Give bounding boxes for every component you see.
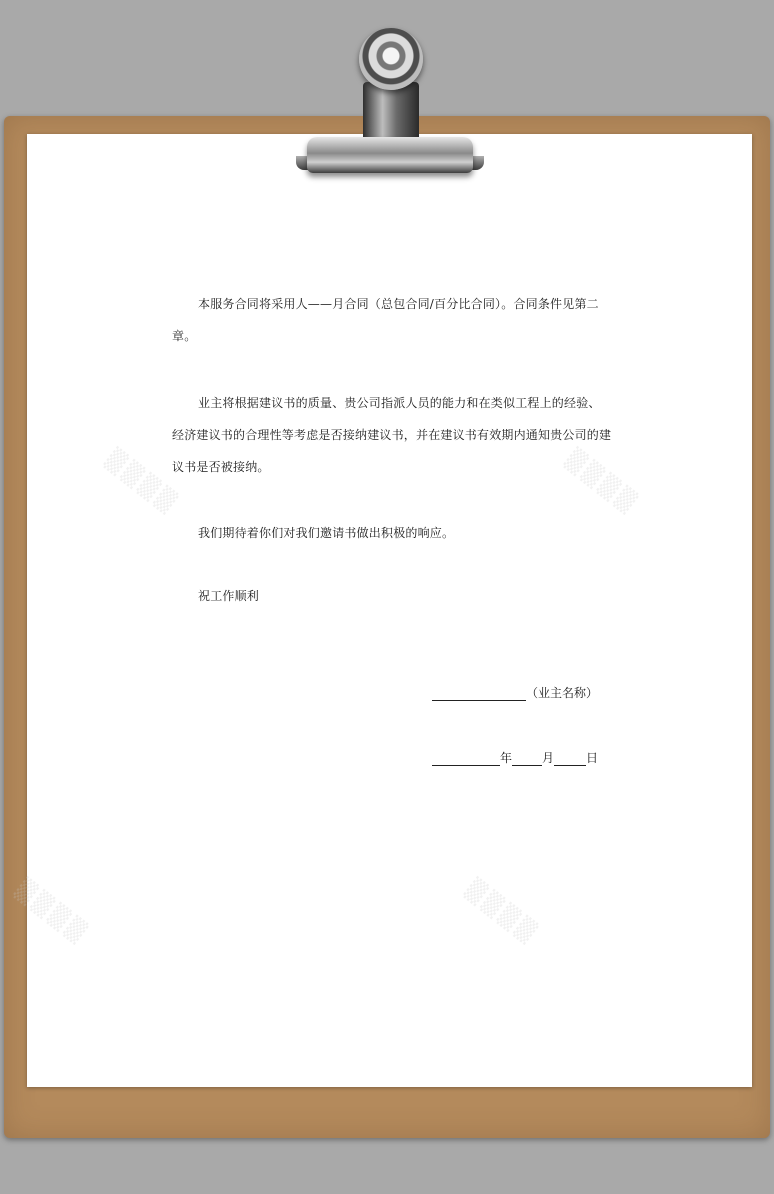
- day-label: 日: [586, 751, 599, 765]
- binder-clip-ring: [359, 28, 423, 90]
- year-blank: [432, 751, 500, 766]
- month-blank: [512, 751, 542, 766]
- paragraph-evaluation: 业主将根据建议书的质量、贵公司指派人员的能力和在类似工程上的经验、经济建议书的合理性等考虑是否接纳建议书，并在建议书有效期内通知贵公司的建议书是否被接纳。: [172, 396, 612, 474]
- owner-signature-line: [432, 684, 598, 701]
- month-label: 月: [542, 751, 555, 765]
- watermark-mark: ▒▒▒▒: [461, 876, 543, 949]
- paragraph-closing: 祝工作顺利: [198, 589, 260, 603]
- date-line: [432, 749, 598, 766]
- watermark-mark: ▒▒▒▒: [101, 446, 183, 519]
- binder-clip: [307, 137, 473, 173]
- watermark-mark: ▒▒▒▒: [11, 876, 93, 949]
- paragraph-contract-type: 本服务合同将采用人——月合同（总包合同/百分比合同）。合同条件见第二章。: [172, 297, 599, 343]
- watermark-mark: ▒▒▒▒: [561, 446, 643, 519]
- owner-name-blank: [432, 686, 526, 701]
- owner-name-label: （业主名称）: [526, 686, 599, 700]
- binder-clip-neck: [363, 82, 419, 140]
- day-blank: [554, 751, 586, 766]
- paragraph-expectation: 我们期待着你们对我们邀请书做出积极的响应。: [198, 526, 455, 540]
- year-label: 年: [500, 751, 513, 765]
